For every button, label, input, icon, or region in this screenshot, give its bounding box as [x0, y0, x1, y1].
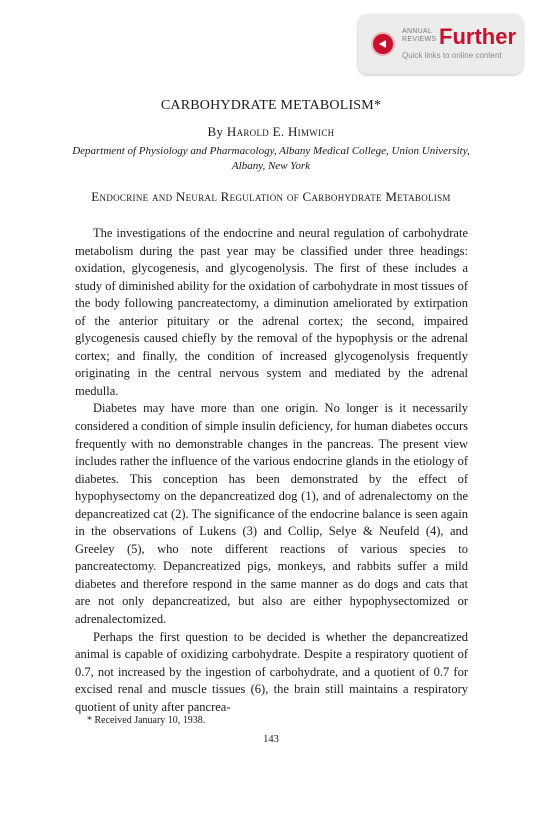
play-arrow-icon	[371, 32, 395, 56]
paragraph: Perhaps the first question to be decided is whether the depancreatized animal is capable of oxidizing carbohydrate. Despite a respiratory quotient of 0.7, not increased by the ingestion of carbohydrate, and a quotient of 0.7 for excised renal and muscle tissues (6), the brain still maintains a respiratory quotient of unity after pancrea-	[75, 629, 468, 714]
section-heading: Endocrine and Neural Regulation of Carbohydrate Metabolism	[91, 189, 451, 204]
footnote: * Received January 10, 1938.	[87, 715, 206, 726]
author-prefix: By	[207, 124, 224, 139]
author-affiliation: Department of Physiology and Pharmacology, Albany Medical College, Union University, Albany, New York	[72, 145, 470, 172]
paragraph: The investigations of the endocrine and neural regulation of carbohydrate metabolism during the past year may be classified under three headings: oxidation, glycogenesis, and glycogenolysis. The first of these includes a study of diminished ability for the oxidation of carbohydrate in most tissues of the body following pancreatectomy, a diminution ameliorated by extirpation of the anterior pituitary or the adrenal cortex; the second, impaired glycogenesis caused chiefly by the removal of the hypophysis or the adrenal cortex; and finally, the condition of increased glycogenolysis frequently originating in the central nervous system and mediated by the adrenal medulla.	[75, 226, 468, 398]
annual-reviews-logo-text: ANNUAL REVIEWS	[402, 28, 437, 43]
article-body	[75, 225, 468, 716]
paragraph: Diabetes may have more than one origin. No longer is it necessarily considered a condition of simple insulin deficiency, for human diabetes occurs frequently with no demonstrable changes in the pancreas. The present view includes rather the influence of the various endocrine glands in the etiology of diabetes. This conception has been demonstrated by the effect of hypophysectomy on the depancreatized dog (1), and of adrenalectomy on the depancreatized cat (2). The significance of the endocrine balance is seen again in the observations of Lukens (3) and Collip, Selye & Neufeld (4), and Greeley (5), who note different reactions of various species to pancreatectomy. Depancreatized pigs, monkeys, and rabbits suffer a mild diabetes and therefore respond in the same manner as do dogs and cats that are not only depancreatized, but also are either hypophysectomized or adrenalectomized.	[75, 401, 468, 627]
further-banner[interactable]	[358, 14, 523, 74]
further-logo-text: Further	[439, 24, 516, 49]
banner-subtitle: Quick links to online content	[402, 51, 502, 60]
article-title: CARBOHYDRATE METABOLISM*	[160, 98, 382, 113]
author-name: Harold E. Himwich	[226, 124, 335, 139]
author-line	[0, 124, 542, 140]
page-number: 143	[263, 734, 279, 745]
